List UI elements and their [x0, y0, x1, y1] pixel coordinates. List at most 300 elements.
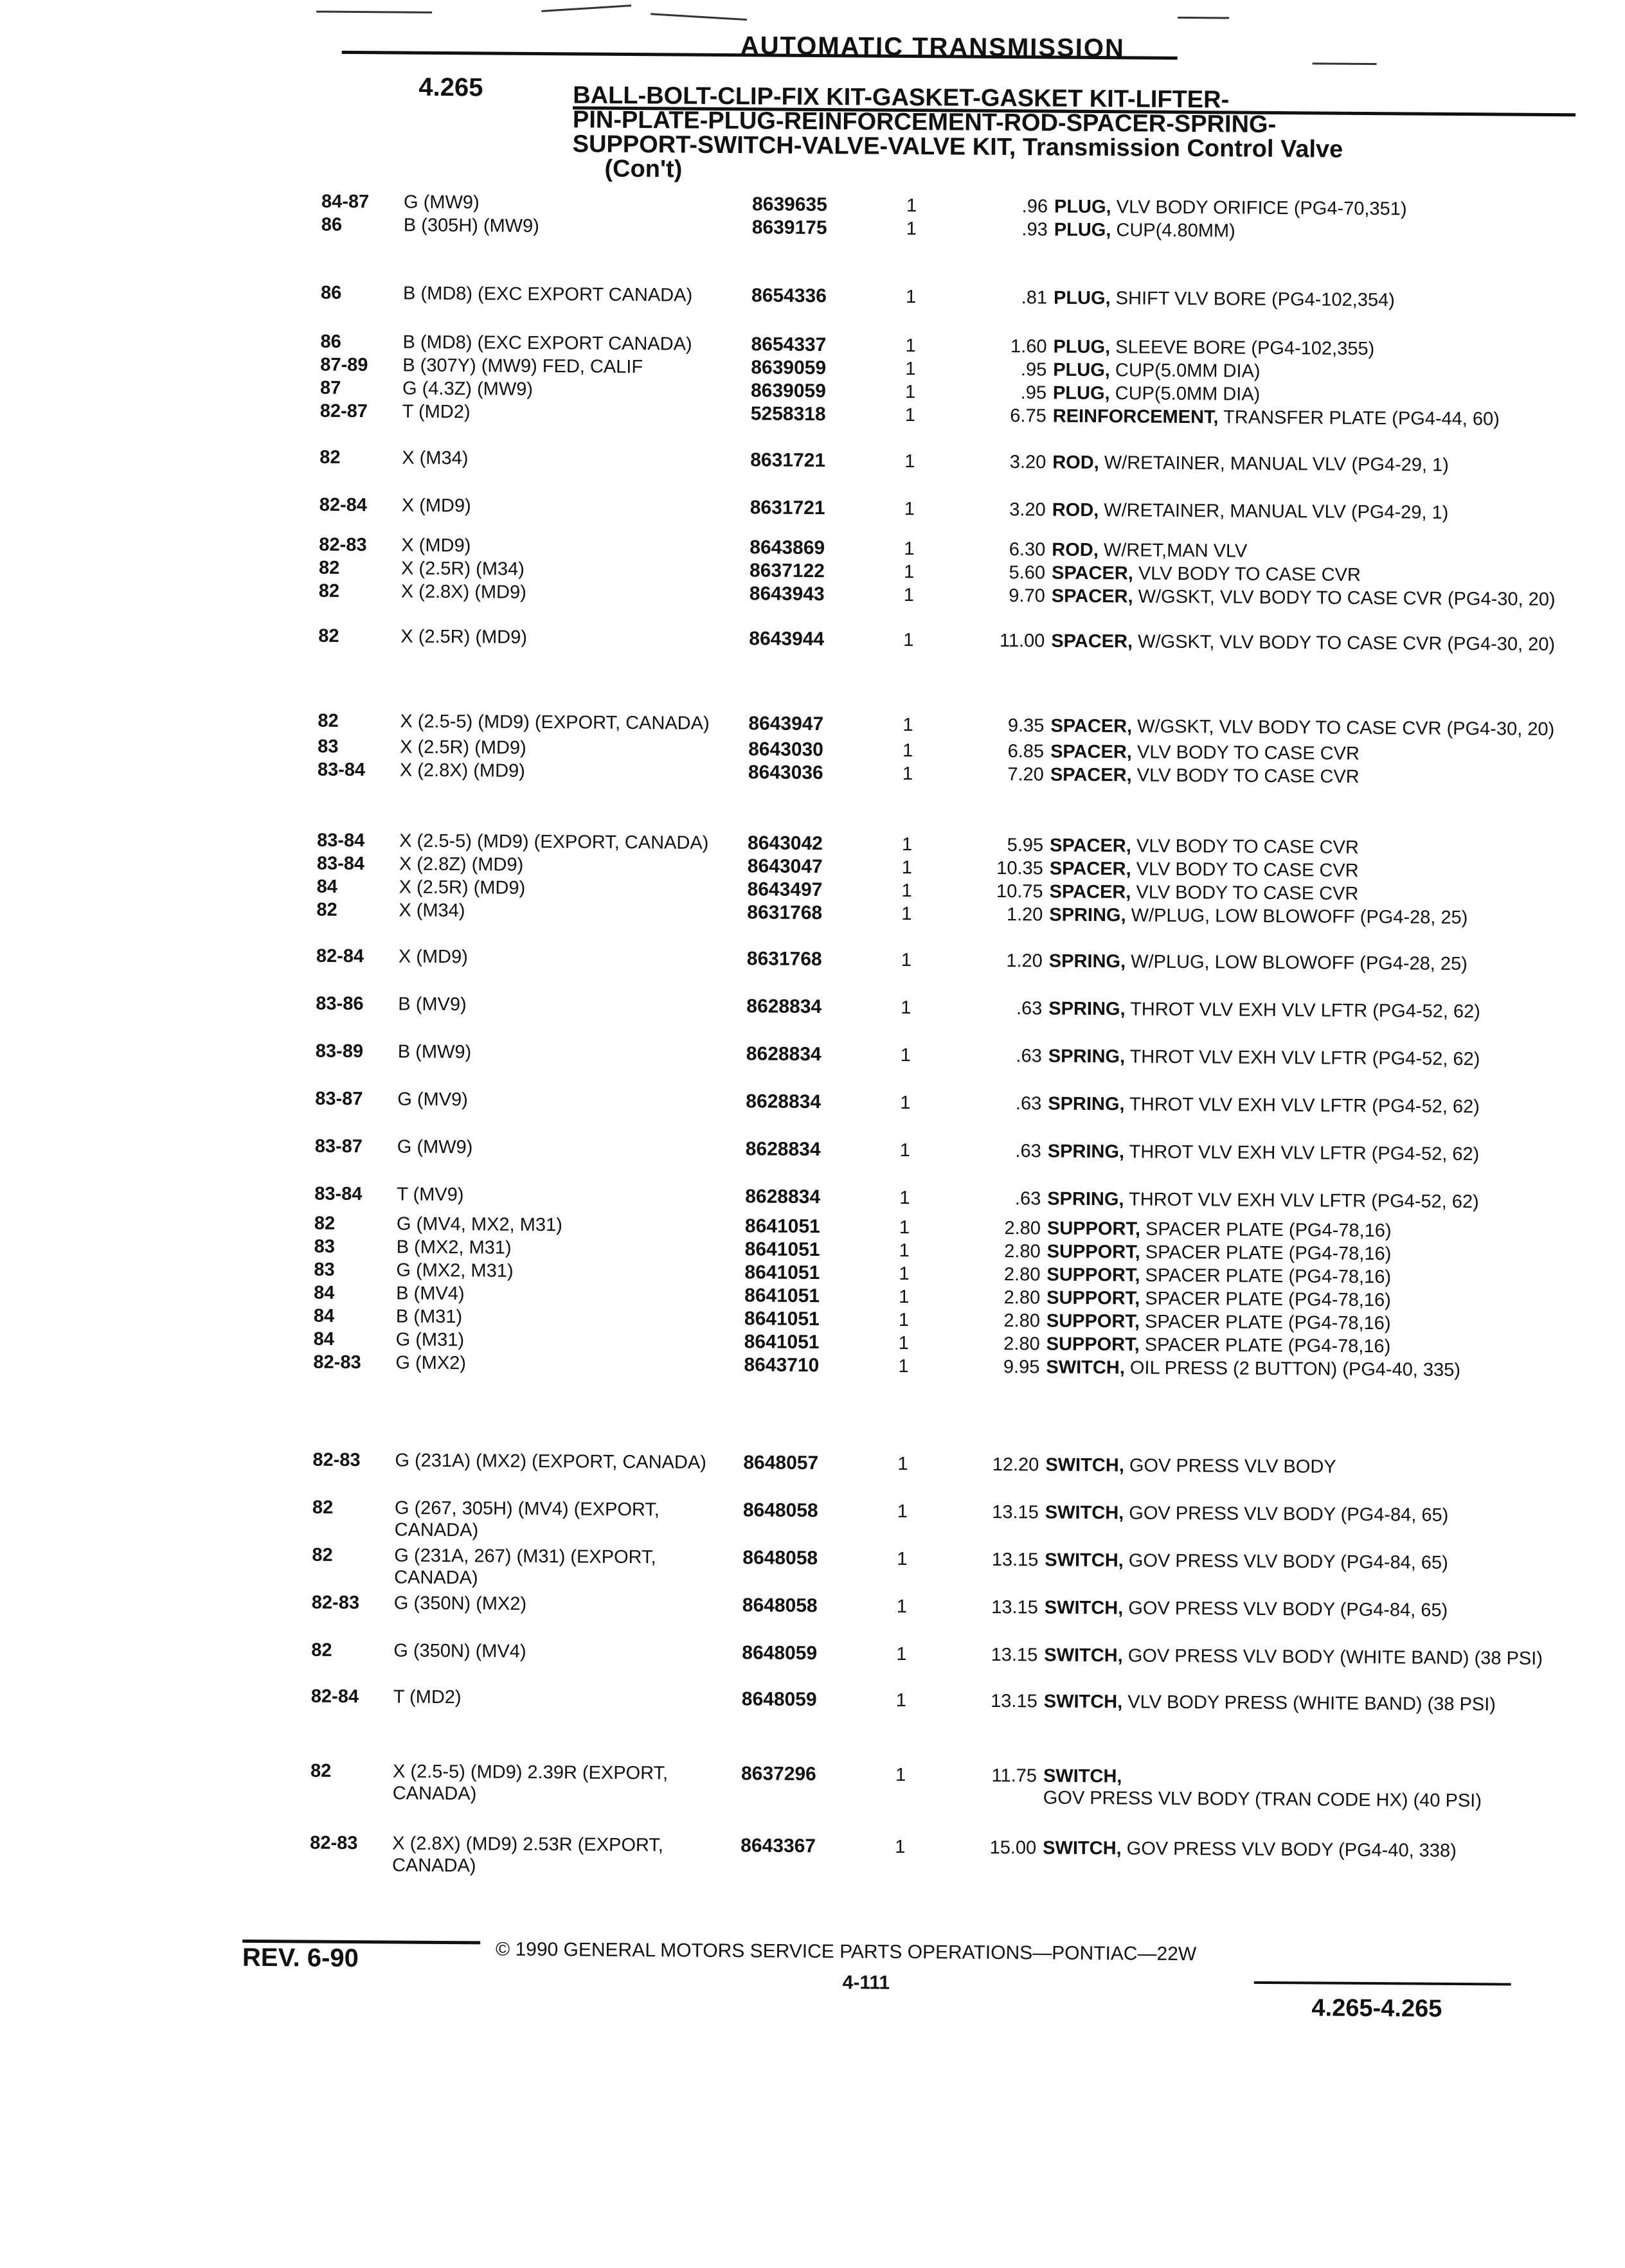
year-cell: 82 [310, 1760, 332, 1781]
item-keyword: PLUG, [1053, 287, 1111, 309]
item-keyword: PLUG, [1053, 336, 1111, 358]
year-cell: 84 [314, 1282, 335, 1303]
year-cell: 83 [318, 736, 339, 757]
price-cell: 2.80 [1004, 1241, 1041, 1262]
part-number-cell: 8648059 [742, 1642, 818, 1665]
part-number-cell: 8643497 [747, 879, 823, 901]
scan-mark [1178, 17, 1229, 19]
item-description-cell [1048, 1141, 1562, 1166]
parts-row [0, 1181, 1624, 1213]
item-keyword: SPACER, [1051, 630, 1133, 652]
part-number-cell: 8643030 [748, 738, 824, 761]
year-cell: 82 [311, 1639, 332, 1661]
quantity-cell: 1 [895, 1690, 907, 1711]
item-detail: THROT VLV EXH VLV LFTR (PG4-52, 62) [1129, 1141, 1480, 1165]
part-number-cell: 8648058 [742, 1547, 818, 1569]
item-description-cell [1052, 585, 1566, 611]
parts-row [0, 1758, 1621, 1812]
item-description-cell [1046, 1287, 1561, 1313]
year-cell: 83-87 [314, 1136, 363, 1157]
item-description-cell [1050, 741, 1565, 767]
application-cell: X (2.5R) (MD9) [400, 737, 526, 758]
part-number-cell: 8639059 [750, 380, 826, 402]
parts-row [0, 1447, 1622, 1478]
quantity-cell: 1 [898, 1355, 909, 1377]
item-detail: VLV BODY TO CASE CVR [1136, 882, 1359, 904]
part-number-cell: 8639059 [751, 357, 827, 379]
item-keyword: SWITCH, [1043, 1765, 1122, 1787]
price-cell: 10.75 [996, 880, 1043, 902]
section-range: 4.265-4.265 [1311, 1994, 1442, 2022]
price-cell: 9.95 [1003, 1357, 1040, 1378]
item-detail: GOV PRESS VLV BODY (PG4-84, 65) [1128, 1550, 1448, 1573]
item-keyword: SUPPORT, [1046, 1334, 1140, 1355]
quantity-cell: 1 [899, 1240, 910, 1262]
item-detail: THROT VLV EXH VLV LFTR (PG4-52, 62) [1130, 999, 1480, 1022]
year-cell: 82 [318, 557, 340, 578]
item-keyword: SWITCH, [1044, 1645, 1123, 1666]
item-description-cell [1045, 1549, 1559, 1575]
price-cell: 13.15 [991, 1644, 1038, 1666]
item-keyword: REINFORCEMENT, [1052, 406, 1219, 428]
year-cell: 86 [321, 214, 343, 235]
year-cell: 82-84 [316, 945, 364, 967]
year-cell: 86 [320, 331, 341, 352]
item-detail: SPACER PLATE (PG4-78,16) [1144, 1311, 1391, 1334]
item-description-cell [1052, 499, 1567, 525]
parts-row [4, 531, 1625, 562]
item-detail: CUP(5.0MM DIA) [1115, 360, 1261, 382]
parts-row [0, 1133, 1625, 1165]
item-detail: GOV PRESS VLV BODY [1129, 1455, 1336, 1478]
item-description-cell [1053, 359, 1567, 385]
item-keyword: SPACER, [1050, 764, 1132, 786]
item-keyword: SUPPORT, [1046, 1218, 1141, 1240]
quantity-cell: 1 [898, 1332, 909, 1354]
application-cell: X (2.5R) (M34) [400, 558, 525, 580]
parts-row [0, 1494, 1622, 1541]
part-number-cell: 8643042 [748, 832, 823, 855]
year-cell: 83-87 [315, 1088, 363, 1110]
price-cell: .95 [1020, 359, 1047, 380]
part-number-cell: 8637296 [741, 1763, 816, 1785]
year-cell: 83 [314, 1236, 336, 1257]
section-number: 4.265 [418, 73, 483, 102]
part-number-cell: 8641051 [744, 1215, 820, 1238]
year-cell: 82 [319, 447, 341, 468]
part-number-cell: 8641051 [744, 1238, 820, 1261]
price-cell: 11.75 [991, 1765, 1037, 1787]
item-description-cell [1046, 1264, 1561, 1290]
quantity-cell: 1 [896, 1596, 908, 1618]
part-number-cell: 8654337 [751, 334, 827, 356]
year-cell: 82-83 [311, 1592, 360, 1614]
item-description-cell [1048, 998, 1563, 1024]
price-cell: 2.80 [1003, 1334, 1040, 1355]
parts-row [3, 623, 1625, 656]
price-cell: 3.20 [1009, 499, 1046, 521]
footer-rule-right [1254, 1981, 1511, 1986]
item-description-cell [1048, 1093, 1562, 1119]
application-cell: G (MX2, M31) [396, 1260, 514, 1281]
part-number-cell: 8639175 [751, 217, 827, 239]
item-keyword: SPACER, [1050, 741, 1133, 763]
price-cell: 13.15 [991, 1690, 1037, 1712]
item-keyword: ROD, [1052, 452, 1099, 474]
price-cell: 6.30 [1009, 539, 1046, 560]
price-cell: 3.20 [1009, 452, 1046, 473]
quantity-cell: 1 [906, 195, 917, 217]
part-number-cell: 8631768 [747, 902, 823, 924]
part-number-cell: 8637122 [749, 560, 825, 582]
item-description-cell [1054, 219, 1568, 245]
part-number-cell: 8648058 [742, 1594, 818, 1617]
item-keyword: SPRING, [1048, 1093, 1125, 1115]
year-cell: 82-84 [319, 494, 368, 516]
year-cell: 82 [312, 1544, 333, 1566]
price-cell: .63 [1014, 1188, 1041, 1210]
item-keyword: SPACER, [1051, 562, 1133, 584]
price-cell: 9.70 [1009, 585, 1045, 607]
price-cell: .63 [1016, 1046, 1042, 1067]
year-cell: 83-89 [315, 1040, 364, 1062]
application-cell: B (M31) [395, 1306, 463, 1328]
item-detail: SPACER PLATE (PG4-78,16) [1145, 1265, 1392, 1288]
application-cell: X (2.8Z) (MD9) [399, 853, 524, 875]
item-description-cell [1049, 881, 1563, 907]
year-cell: 83 [314, 1259, 335, 1280]
year-cell: 82 [316, 899, 337, 920]
item-detail: VLV BODY TO CASE CVR [1136, 859, 1359, 881]
quantity-cell: 1 [903, 629, 914, 651]
parts-row [6, 280, 1625, 311]
heading-line: SUPPORT-SWITCH-VALVE-VALVE KIT, Transmission Control Valve [572, 130, 1343, 163]
item-description-cell [1054, 196, 1568, 222]
quantity-cell: 1 [897, 1548, 908, 1570]
quantity-cell: 1 [896, 1643, 907, 1665]
part-number-cell: 8648057 [743, 1452, 819, 1474]
application-cell: X (2.5-5) (MD9) (EXPORT, CANADA) [399, 830, 709, 853]
quantity-cell: 1 [905, 286, 917, 308]
item-detail: VLV BODY TO CASE CVR [1136, 765, 1360, 787]
quantity-cell: 1 [895, 1764, 906, 1786]
application-cell: X (M34) [402, 447, 469, 469]
application-cell: T (MV9) [397, 1184, 464, 1206]
item-keyword: SWITCH, [1044, 1597, 1124, 1619]
year-cell: 82-83 [312, 1449, 361, 1471]
application-cell: G (267, 305H) (MV4) (EXPORT, CANADA) [394, 1497, 660, 1541]
item-description-cell [1048, 1046, 1563, 1071]
item-detail: SPACER PLATE (PG4-78,16) [1144, 1334, 1391, 1357]
item-keyword: SUPPORT, [1046, 1241, 1140, 1263]
year-cell: 84 [316, 876, 338, 897]
quantity-cell: 1 [904, 538, 915, 560]
price-cell: 1.20 [1006, 951, 1043, 972]
part-number-cell: 8643367 [741, 1835, 816, 1857]
application-cell: B (MX2, M31) [396, 1237, 512, 1258]
quantity-cell: 1 [901, 949, 912, 971]
item-detail: OIL PRESS (2 BUTTON) (PG4-40, 335) [1129, 1357, 1461, 1381]
part-number-cell: 8631721 [750, 449, 826, 472]
price-cell: 7.20 [1007, 764, 1044, 785]
application-cell: X (2.8X) (MD9) 2.53R (EXPORT, CANADA) [391, 1833, 664, 1877]
item-keyword: SWITCH, [1043, 1837, 1122, 1859]
part-number-cell: 8628834 [745, 1186, 821, 1208]
year-cell: 82-83 [313, 1352, 361, 1373]
quantity-cell: 1 [903, 584, 915, 606]
parts-row [2, 827, 1625, 858]
part-number-cell: 8648059 [741, 1688, 817, 1711]
quantity-cell: 1 [904, 451, 915, 472]
item-keyword: SPRING, [1049, 904, 1126, 926]
scan-mark [316, 11, 432, 13]
parts-row [0, 1085, 1625, 1118]
item-keyword: SPACER, [1050, 835, 1131, 857]
item-detail: SLEEVE BORE (PG4-102,355) [1115, 337, 1375, 360]
item-detail: VLV BODY PRESS (WHITE BAND) (38 PSI) [1127, 1692, 1496, 1715]
parts-row [6, 328, 1625, 360]
item-keyword: PLUG, [1053, 359, 1111, 381]
application-cell: G (MW9) [397, 1136, 473, 1158]
item-description-cell [1045, 1597, 1559, 1623]
part-number-cell: 8641051 [744, 1308, 820, 1330]
application-cell: G (M31) [395, 1329, 465, 1351]
item-detail: GOV PRESS VLV BODY (PG4-40, 338) [1126, 1838, 1457, 1862]
application-cell: B (307Y) (MW9) FED, CALIF [402, 355, 643, 378]
parts-row [0, 1830, 1620, 1877]
item-keyword: SWITCH, [1046, 1357, 1125, 1379]
item-keyword: SPRING, [1047, 1188, 1124, 1210]
year-cell: 84-87 [321, 191, 370, 213]
part-number-cell: 8654336 [751, 285, 827, 307]
item-description-cell [1050, 764, 1565, 790]
year-cell: 84 [313, 1305, 335, 1326]
item-keyword: SUPPORT, [1046, 1264, 1140, 1286]
item-description-cell [1045, 1502, 1559, 1528]
price-cell: 6.75 [1010, 406, 1046, 427]
year-cell: 83-84 [317, 759, 366, 781]
item-detail: VLV BODY ORIFICE (PG4-70,351) [1116, 197, 1407, 220]
item-keyword: SUPPORT, [1046, 1310, 1140, 1332]
price-cell: 2.80 [1004, 1218, 1041, 1239]
application-cell: X (MD9) [401, 495, 471, 517]
price-cell: 13.15 [991, 1549, 1039, 1571]
price-cell: .63 [1015, 1141, 1041, 1162]
item-description-cell [1052, 452, 1567, 478]
part-number-cell: 8643047 [747, 855, 823, 878]
application-cell: X (2.8X) (MD9) [399, 760, 525, 781]
application-cell: X (2.5-5) (MD9) 2.39R (EXPORT, CANADA) [392, 1761, 669, 1805]
item-description-cell [1053, 336, 1567, 362]
quantity-cell: 1 [901, 857, 913, 879]
item-description-cell [1053, 382, 1567, 408]
item-keyword: SPRING, [1047, 1141, 1125, 1163]
application-cell: B (MV4) [396, 1283, 465, 1305]
parts-row [0, 1637, 1621, 1669]
price-cell: .96 [1021, 196, 1048, 217]
price-cell: 2.80 [1003, 1287, 1041, 1308]
item-detail: THROT VLV EXH VLV LFTR (PG4-52, 62) [1129, 1094, 1480, 1118]
quantity-cell: 1 [904, 498, 915, 520]
item-description-cell [1049, 951, 1563, 976]
item-description-cell [1047, 1241, 1561, 1267]
part-number-cell: 8628834 [746, 1043, 821, 1066]
quantity-cell: 1 [900, 1092, 911, 1114]
year-cell: 87 [319, 377, 341, 398]
price-cell: 15.00 [989, 1837, 1037, 1859]
quantity-cell: 1 [901, 903, 912, 925]
quantity-cell: 1 [906, 218, 917, 240]
price-cell: 6.85 [1007, 741, 1045, 762]
item-detail: THROT VLV EXH VLV LFTR (PG4-52, 62) [1128, 1189, 1479, 1213]
item-detail: CUP(4.80MM) [1116, 220, 1235, 242]
quantity-cell: 1 [899, 1286, 910, 1308]
item-keyword: SWITCH, [1045, 1454, 1124, 1476]
application-cell: G (MV4, MX2, M31) [396, 1213, 562, 1236]
item-keyword: SPACER, [1051, 585, 1133, 607]
part-number-cell: 8641051 [744, 1285, 820, 1307]
item-detail: VLV BODY TO CASE CVR [1136, 742, 1360, 764]
year-cell: 82 [312, 1497, 334, 1518]
group-heading [572, 83, 1537, 187]
item-detail: VLV BODY TO CASE CVR [1138, 563, 1361, 585]
item-detail: SPACER PLATE (PG4-78,16) [1145, 1242, 1392, 1265]
part-number-cell: 8631768 [746, 948, 822, 970]
item-description-cell [1050, 835, 1564, 861]
quantity-cell: 1 [903, 561, 915, 583]
item-keyword: SPACER, [1049, 858, 1131, 880]
item-keyword: SWITCH, [1045, 1502, 1124, 1524]
quantity-cell: 1 [899, 1139, 911, 1161]
quantity-cell: 1 [895, 1836, 906, 1858]
price-cell: 13.15 [991, 1596, 1038, 1618]
price-cell: 5.95 [1007, 835, 1044, 856]
application-cell: T (MD2) [393, 1686, 462, 1708]
part-number-cell: 8643944 [749, 628, 825, 650]
item-detail: GOV PRESS VLV BODY (WHITE BAND) (38 PSI) [1127, 1645, 1543, 1669]
heading-line: PIN-PLATE-PLUG-REINFORCEMENT-ROD-SPACER-SPRING- [572, 106, 1277, 138]
year-cell: 87-89 [320, 354, 368, 376]
item-description-cell [1043, 1765, 1558, 1813]
part-number-cell: 8641051 [744, 1331, 820, 1353]
part-number-cell: 8641051 [744, 1262, 820, 1284]
price-cell: 5.60 [1009, 562, 1046, 584]
part-number-cell: 8631721 [750, 497, 825, 519]
item-keyword: PLUG, [1052, 382, 1110, 404]
item-keyword: SPACER, [1049, 881, 1131, 903]
application-cell: B (305H) (MW9) [403, 215, 540, 237]
item-keyword: SPRING, [1048, 1046, 1126, 1067]
item-description-cell [1046, 1334, 1561, 1359]
application-cell: G (231A) (MX2) (EXPORT, CANADA) [395, 1450, 707, 1473]
price-cell: 1.60 [1010, 336, 1047, 357]
item-description-cell [1044, 1691, 1558, 1717]
item-keyword: SWITCH, [1045, 1549, 1124, 1571]
quantity-cell: 1 [902, 740, 913, 762]
section-title: AUTOMATIC TRANSMISSION [740, 31, 1125, 63]
quantity-cell: 1 [899, 1217, 910, 1238]
item-detail: W/GSKT, VLV BODY TO CASE CVR (PG4-30, 20) [1137, 716, 1555, 740]
application-cell: X (MD9) [401, 535, 471, 557]
item-description-cell [1049, 904, 1563, 930]
parts-row [0, 1542, 1622, 1589]
quantity-cell: 1 [902, 834, 913, 855]
item-keyword: SWITCH, [1043, 1691, 1123, 1713]
application-cell: X (2.5-5) (MD9) (EXPORT, CANADA) [400, 711, 710, 734]
item-description-cell [1050, 715, 1565, 741]
parts-row [0, 1589, 1622, 1621]
item-description-cell [1051, 630, 1565, 656]
item-detail: W/GSKT, VLV BODY TO CASE CVR (PG4-30, 20) [1138, 586, 1556, 611]
year-cell: 83-84 [317, 830, 365, 852]
part-number-cell: 8639635 [751, 193, 827, 216]
part-number-cell: 8648058 [742, 1499, 818, 1522]
application-cell: X (2.8X) (MD9) [400, 581, 526, 603]
part-number-cell: 8628834 [746, 1091, 821, 1113]
year-cell: 83-86 [316, 993, 364, 1015]
price-cell: 13.15 [992, 1501, 1039, 1523]
parts-row [3, 708, 1625, 740]
price-cell: 12.20 [992, 1454, 1039, 1476]
quantity-cell: 1 [905, 358, 916, 380]
application-cell: G (231A, 267) (M31) (EXPORT, CANADA) [394, 1545, 656, 1589]
application-cell: G (MX2) [395, 1352, 467, 1374]
price-cell: .95 [1020, 382, 1047, 404]
scan-mark [1313, 62, 1377, 65]
year-cell: 82 [318, 625, 339, 647]
item-keyword: PLUG, [1054, 196, 1111, 218]
item-detail: CUP(5.0MM DIA) [1115, 383, 1261, 405]
quantity-cell: 1 [897, 1501, 908, 1522]
year-cell: 82-83 [319, 534, 367, 556]
quantity-cell: 1 [901, 997, 911, 1019]
revision: REV. 6-90 [242, 1943, 359, 1973]
part-number-cell: 8643943 [749, 583, 825, 605]
application-cell: X (M34) [399, 900, 465, 922]
year-cell: 82 [318, 580, 340, 602]
parts-row [1, 943, 1625, 975]
price-cell: .93 [1021, 219, 1048, 240]
quantity-cell: 1 [902, 714, 913, 736]
part-number-cell: 8628834 [745, 1138, 821, 1161]
item-detail: W/PLUG, LOW BLOWOFF (PG4-28, 25) [1131, 951, 1468, 975]
quantity-cell: 1 [897, 1453, 908, 1475]
quantity-cell: 1 [899, 1263, 910, 1285]
item-keyword: SPRING, [1048, 998, 1126, 1020]
application-cell: T (MD2) [402, 401, 471, 423]
item-description-cell [1043, 1837, 1557, 1863]
application-cell: B (MD8) (EXC EXPORT CANADA) [402, 332, 692, 355]
part-number-cell: 8643036 [748, 762, 823, 784]
year-cell: 84 [313, 1328, 335, 1350]
quantity-cell: 1 [899, 1187, 910, 1209]
year-cell: 86 [320, 282, 342, 303]
item-description-cell [1052, 562, 1566, 588]
quantity-cell: 1 [901, 880, 912, 902]
item-detail: W/RET,MAN VLV [1103, 540, 1248, 562]
item-detail: W/RETAINER, MANUAL VLV (PG4-29, 1) [1104, 452, 1450, 476]
year-cell: 82 [314, 1213, 336, 1234]
price-cell: 2.80 [1003, 1264, 1041, 1285]
quantity-cell: 1 [905, 335, 916, 357]
part-number-cell: 8643710 [744, 1354, 820, 1377]
year-cell: 82 [318, 710, 339, 731]
item-keyword: SPRING, [1048, 951, 1126, 972]
item-description-cell [1054, 287, 1568, 313]
item-description-cell [1050, 858, 1564, 884]
parts-row [6, 188, 1625, 220]
quantity-cell: 1 [900, 1044, 911, 1066]
